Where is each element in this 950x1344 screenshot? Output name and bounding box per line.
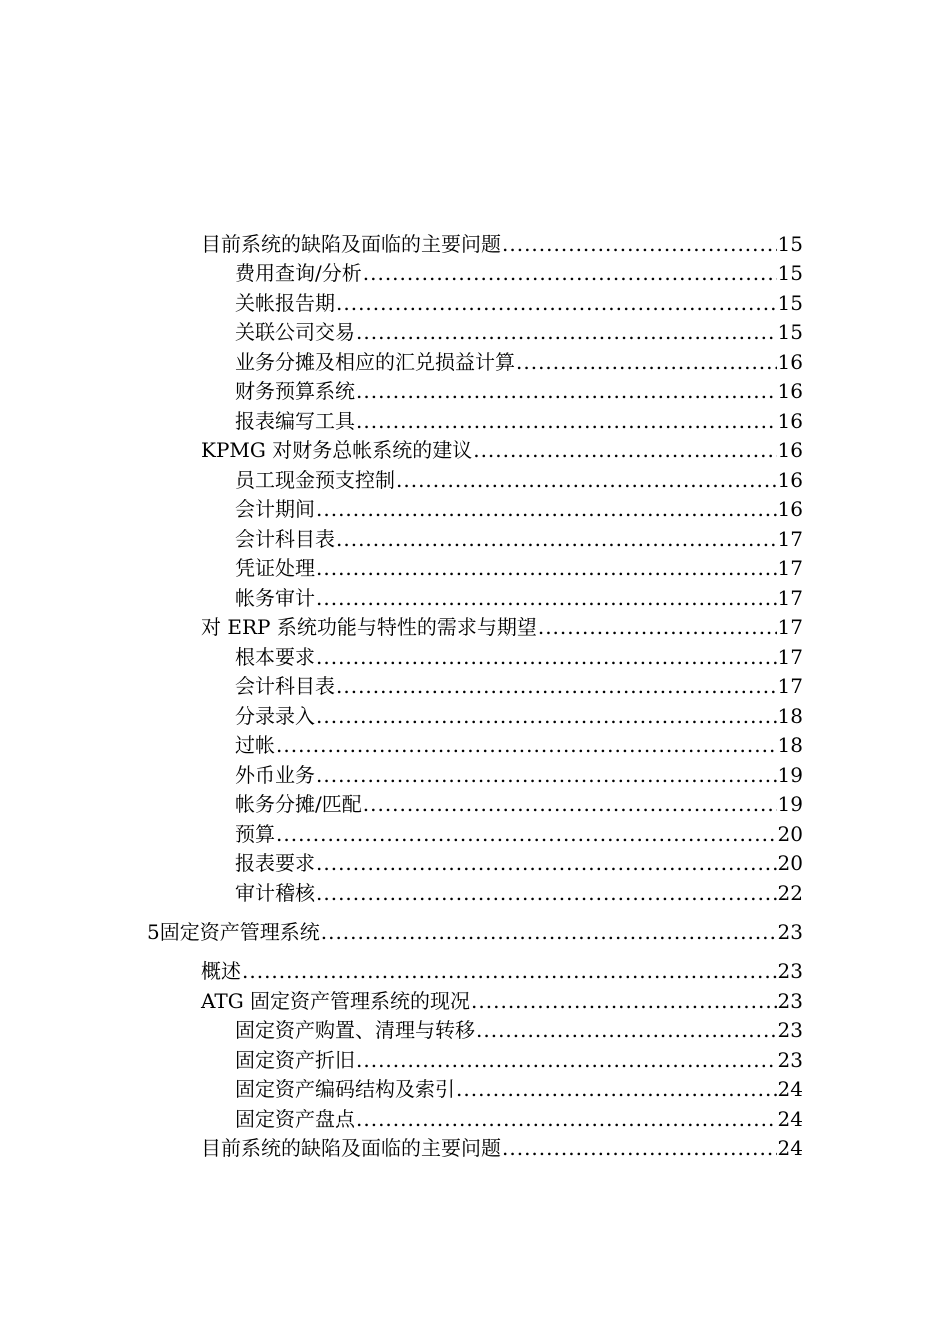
dot-leader bbox=[316, 850, 777, 876]
toc-entry-title: 关联公司交易 bbox=[235, 320, 355, 344]
toc-entry[interactable] bbox=[235, 406, 803, 434]
toc-entry[interactable] bbox=[235, 376, 803, 404]
dot-leader bbox=[538, 614, 777, 640]
toc-entry[interactable] bbox=[235, 730, 803, 758]
toc-page-number: 19 bbox=[777, 792, 803, 816]
toc-entry[interactable] bbox=[235, 524, 803, 552]
toc-entry-title: 员工现金预支控制 bbox=[235, 468, 395, 492]
dot-leader bbox=[476, 1017, 777, 1043]
toc-entry[interactable] bbox=[235, 642, 803, 670]
toc-page-number: 17 bbox=[777, 615, 803, 639]
toc-entry-title: 费用查询/分析 bbox=[235, 261, 362, 285]
dot-leader bbox=[242, 958, 777, 984]
toc-entry-title: 会计科目表 bbox=[235, 674, 335, 698]
dot-leader bbox=[356, 1106, 777, 1132]
toc-entry-title: 财务预算系统 bbox=[235, 379, 355, 403]
dot-leader bbox=[356, 378, 777, 404]
toc-page-number: 18 bbox=[777, 733, 803, 757]
dot-leader bbox=[316, 762, 777, 788]
toc-entry[interactable] bbox=[235, 258, 803, 286]
toc-page-number: 15 bbox=[777, 291, 803, 315]
dot-leader bbox=[316, 703, 777, 729]
toc-entry-title: 报表要求 bbox=[235, 851, 315, 875]
toc-entry[interactable] bbox=[235, 701, 803, 729]
toc-page-number: 19 bbox=[777, 763, 803, 787]
toc-page-number: 16 bbox=[777, 438, 803, 462]
dot-leader bbox=[356, 408, 777, 434]
toc-entry-title: 对 ERP 系统功能与特性的需求与期望 bbox=[201, 615, 537, 639]
toc-page-number: 16 bbox=[777, 409, 803, 433]
dot-leader bbox=[356, 319, 777, 345]
dot-leader bbox=[516, 349, 777, 375]
toc-entry[interactable] bbox=[235, 553, 803, 581]
toc-page-number: 20 bbox=[777, 851, 803, 875]
toc-page-number: 15 bbox=[777, 320, 803, 344]
dot-leader bbox=[336, 673, 777, 699]
toc-page-number: 23 bbox=[777, 959, 803, 983]
toc-entry[interactable] bbox=[235, 1074, 803, 1102]
toc-entry[interactable] bbox=[201, 612, 803, 640]
toc-entry[interactable] bbox=[235, 878, 803, 906]
toc-entry[interactable] bbox=[235, 494, 803, 522]
toc-page-number: 18 bbox=[777, 704, 803, 728]
toc-page-number: 17 bbox=[777, 527, 803, 551]
toc-entry-title: 概述 bbox=[201, 959, 241, 983]
toc-page-number: 15 bbox=[777, 261, 803, 285]
dot-leader bbox=[336, 290, 777, 316]
dot-leader bbox=[363, 260, 777, 286]
toc-entry-title: 目前系统的缺陷及面临的主要问题 bbox=[201, 232, 501, 256]
dot-leader bbox=[473, 437, 776, 463]
toc-entry[interactable] bbox=[235, 789, 803, 817]
toc-entry-title: 会计科目表 bbox=[235, 527, 335, 551]
dot-leader bbox=[456, 1076, 777, 1102]
toc-entry[interactable] bbox=[235, 317, 803, 345]
toc-entry-title: 业务分摊及相应的汇兑损益计算 bbox=[235, 350, 515, 374]
dot-leader bbox=[396, 467, 777, 493]
dot-leader bbox=[363, 791, 777, 817]
dot-leader bbox=[276, 821, 777, 847]
toc-entry[interactable] bbox=[235, 760, 803, 788]
toc-entry-title: 会计期间 bbox=[235, 497, 315, 521]
toc-page-number: 23 bbox=[777, 1048, 803, 1072]
toc-entry-title: 凭证处理 bbox=[235, 556, 315, 580]
toc-entry-title: 固定资产编码结构及索引 bbox=[235, 1077, 455, 1101]
dot-leader bbox=[502, 1135, 777, 1161]
dot-leader bbox=[502, 231, 777, 257]
toc-page-number: 23 bbox=[777, 989, 803, 1013]
toc-page-number: 17 bbox=[777, 674, 803, 698]
toc-page-number: 24 bbox=[777, 1077, 803, 1101]
toc-entry-title: 固定资产盘点 bbox=[235, 1107, 355, 1131]
dot-leader bbox=[471, 988, 777, 1014]
toc-entry-title: 报表编写工具 bbox=[235, 409, 355, 433]
toc-entry[interactable] bbox=[235, 465, 803, 493]
toc-entry-title: 帐务分摊/匹配 bbox=[235, 792, 362, 816]
toc-page-number: 20 bbox=[777, 822, 803, 846]
dot-leader bbox=[316, 496, 777, 522]
toc-page-number: 16 bbox=[777, 497, 803, 521]
toc-entry[interactable] bbox=[201, 1133, 803, 1161]
toc-page-number: 22 bbox=[777, 881, 803, 905]
toc-entry-title: 固定资产购置、清理与转移 bbox=[235, 1018, 475, 1042]
toc-entry[interactable] bbox=[201, 986, 803, 1014]
dot-leader bbox=[316, 585, 777, 611]
toc-entry-title: 关帐报告期 bbox=[235, 291, 335, 315]
dot-leader bbox=[316, 880, 777, 906]
dot-leader bbox=[276, 732, 777, 758]
toc-entry[interactable] bbox=[201, 435, 803, 463]
toc-entry-title: 目前系统的缺陷及面临的主要问题 bbox=[201, 1136, 501, 1160]
toc-chapter-number: 5 bbox=[147, 920, 160, 944]
toc-entry-title: 固定资产折旧 bbox=[235, 1048, 355, 1072]
toc-entry-title: 过帐 bbox=[235, 733, 275, 757]
toc-page-number: 24 bbox=[777, 1136, 803, 1160]
toc-page-number: 24 bbox=[777, 1107, 803, 1131]
toc-entry[interactable] bbox=[235, 583, 803, 611]
toc-page-number: 17 bbox=[777, 645, 803, 669]
toc-entry[interactable] bbox=[235, 1015, 803, 1043]
toc-entry[interactable] bbox=[235, 1045, 803, 1073]
toc-entry[interactable] bbox=[235, 848, 803, 876]
toc-entry-title: 根本要求 bbox=[235, 645, 315, 669]
toc-entry-title: 外币业务 bbox=[235, 763, 315, 787]
toc-entry[interactable] bbox=[235, 819, 803, 847]
toc-entry-title: ATG 固定资产管理系统的现况 bbox=[201, 989, 471, 1013]
toc-page-number: 23 bbox=[777, 920, 803, 944]
toc-page-number: 17 bbox=[777, 556, 803, 580]
dot-leader bbox=[316, 555, 777, 581]
toc-entry[interactable] bbox=[235, 288, 803, 316]
dot-leader bbox=[321, 919, 777, 945]
toc-entry[interactable] bbox=[235, 671, 803, 699]
toc-entry-title: 审计稽核 bbox=[235, 881, 315, 905]
toc-entry[interactable] bbox=[235, 1104, 803, 1132]
toc-page-number: 17 bbox=[777, 586, 803, 610]
toc-page-number: 16 bbox=[777, 350, 803, 374]
toc-page-number: 16 bbox=[777, 379, 803, 403]
toc-entry[interactable] bbox=[235, 347, 803, 375]
toc-entry[interactable] bbox=[201, 229, 803, 257]
toc-page-number: 23 bbox=[777, 1018, 803, 1042]
toc-entry-title: 帐务审计 bbox=[235, 586, 315, 610]
dot-leader bbox=[316, 644, 777, 670]
toc-entry-title: 预算 bbox=[235, 822, 275, 846]
toc-entry[interactable] bbox=[201, 956, 803, 984]
dot-leader bbox=[336, 526, 777, 552]
toc-entry[interactable] bbox=[147, 917, 803, 945]
toc-entry-title: KPMG 对财务总帐系统的建议 bbox=[201, 438, 473, 462]
dot-leader bbox=[356, 1047, 777, 1073]
toc-entry-title: 分录录入 bbox=[235, 704, 315, 728]
toc-page-number: 15 bbox=[777, 232, 803, 256]
toc-page-number: 16 bbox=[777, 468, 803, 492]
toc-entry-title: 固定资产管理系统 bbox=[159, 920, 320, 944]
